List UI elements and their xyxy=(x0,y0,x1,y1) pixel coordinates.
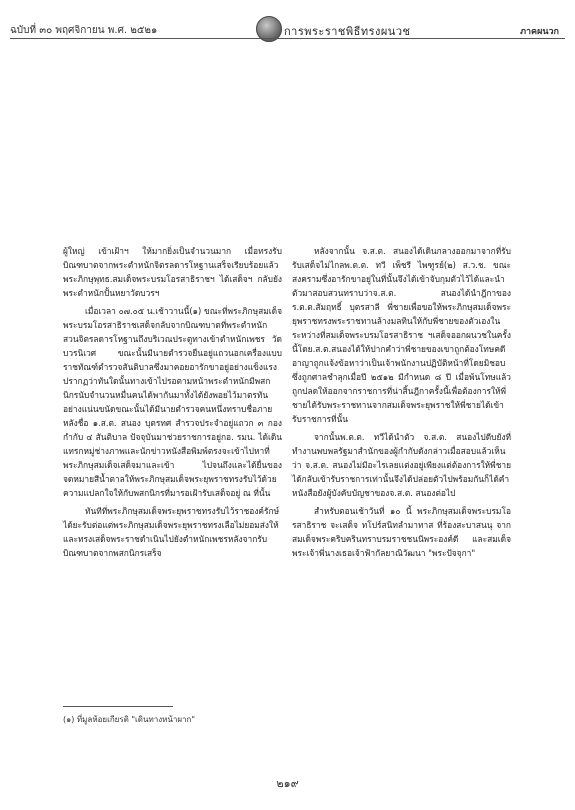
left-column xyxy=(63,244,282,564)
page-number: ๒๑๙ xyxy=(276,777,299,790)
left-paragraph-2: เมื่อเวลา ๐๗.๐๕ น.เช้าวานนี้(๑) ขณะที่พระภิกษุสมเด็จพระบรมโอรสาธิราชเสด็จกลับจากบิณฑบาตที่พระตำหนักสวนจิตรลดารโหฐานถึงบริเวณประตูทางเข้าตำหนักเพชร วัดบวรนิเวศ ขณะนั้นมีนายตำรวจยืนอยู่แถวนอกเครื่องแบบราชทัณฑ์ตำรวจสันติบาลซึ่งมาคอยอารักขาอยู่อย่างแข็งแรง ปรากฏว่าทันใดนั้นทางเข้าไปรอตามหน้าพระตำหนักมีพสกนิกรนับจำนวนหมื่นคนได้พากันมาทั้งได้ยังพอยไว้มาตรทันอย่างแน่นขนัดขณะนั้นได้มีนายตำรวจคนหนึ่งทราบชื่อภายหลังชื่อ ๑.ส.ต. สนอง บุตรทศ สำรวจประจำอยู่แถวก ๓ กองกำกับ ๔ สันติบาล ปัจจุบันมาช่วยราชการอยู่กอ. รมน. ได้เดินแทรกหมู่ช่างภาพและนักข่าวหนังสือพิมพ์ตรงจะเข้าไปหาที่พระภิกษุสมเด็จเสด็จมาและเข้า ไปจนถึงและได้ยื่นของจดหมายสีน้ำตาลให้พระภิกษุสมเด็จพระยุพราชทรงรับไว้ด้วยความแปลกใจให้กับพสกนิกรที่มารอเฝ้ารับเสด็จอยู่ ณ ที่นั้น xyxy=(63,306,282,498)
header-section-label: ภาคผนวก xyxy=(520,27,559,37)
left-paragraph-1: ผู้ใหญ่ เข้าเฝ้าฯ ให้มากยิ่งเป็นจำนวนมาก เมื่อทรงรับบิณฑบาตจากพระตำหนักจิตรลดารโหฐานเสร็จเรียบร้อยแล้ว พระภิกษุพุทธ.สมเด็จพระบรมโอรสาธิราชฯ ได้เสด็จฯ กลับยังพระตำหนักปั้นหยาวัดบวรฯ xyxy=(63,246,282,298)
right-column xyxy=(292,244,511,564)
right-paragraph-2: จากนั้นพ.ต.ต. ทวีได้นำตัว จ.ส.ต. สนองไปดีบยังที่ทำงานพบพลรัฐมาสำนักของผู้กำกับดังกล่าวเมื่อสอบแล้วเห็นว่า จ.ส.ต. สนองไม่มีอะไรเลยแต่งอยู่เพียงแต่ต้องการให้พี่ชายได้กลับเข้ารับราชการเท่านั้นจึงได้ปล่อยตัวไปพร้อมกันก็ได้คำหนังสือยังผู้บังคับบัญชาของจ.ส.ต. สนองต่อไป xyxy=(292,432,511,498)
right-paragraph-1: หลังจากนั้น จ.ส.ต. สนองได้เดินกลางออกมาจากที่รับรับเสด็จไม่ไกลพ.ต.ต. ทวี เพ็ชรี ไพฑูรย์(๒) ส.ว.ช. ขณะสงครามซึ่งอารักขาอยู่ในที่นั้นจึงได้เข้าจับกุมตัวไว้ได้และนำตัวมาสอบสวนทราบว่าจ.ส.ต. สนองได้นำฎีกาของร.ต.ต.สัมฤทธิ์ บุตรสาลี พี่ชายเพื่อขอให้พระภิกษุสมเด็จพระยุพราชทรงพระราชทานล้างมลทินให้กับพี่ชายของตัวเองในระหว่างที่สมเด็จพระบรมโอรสาธิราช ฯเสด็จออกผนวชในครั้งนี้โดย.ส.ต.สนองได้ให้ปากคำว่าพี่ชายของเขาถูกต้องโทษคดีอาญาถูกแจ้งข้อหาว่าเป็นเจ้าพนักงานปฏิบัติหน้าที่โดยมิชอบ ซึ่งถูกศาลชำลุกเมื่อปี ๒๕๑๒ มีกำหนด ๘ ปี เมื่อพ้นโทษแล้วถูกปลดให้ออกจากราชการที่น่าสิ้นฎีกาครั้งนี้เพื่อต้องการให้พี่ชายได้รับพระราชทานจากสมเด็จพระยุพราชให้พี่ชายได้เข้ารับราชการที่นั้น xyxy=(292,246,511,424)
page-header xyxy=(10,20,565,42)
footnote-divider xyxy=(63,706,173,707)
footnote: (๑) ที่มูลห้อยเกียรติ "เดินทางหน้าผาก" xyxy=(63,715,196,724)
header-divider xyxy=(10,38,565,39)
left-paragraph-3: ทันทีที่พระภิกษุสมเด็จพระยุพราชทรงรับไว้ราชองค์รักษ์ได้ยะรับต่อแต่พระภิกษุสมเด็จพระยุพราชทรงเลือไม่ยอมส่งให้ และทรงเสด็จพระราชดำเนินไปยังตำหนักเพชรหลังจากรับบิณฑบาตจากพสกนิกรเสร็จ xyxy=(63,506,280,558)
right-paragraph-3: สำหรับตอนเช้าวันที่ ๑๐ นี้ พระภิกษุสมเด็จพระบรมโอรสาธิราช จะเสด็จ ทโปร์สนิทลำมาทาส ที่ร้องสะบาสนนุ จากสมเด็จพระคริบครินทราบรมราชชนนีพระองค์ดี และสมเด็จพระเจ้าพี่นางเธอเจ้าฟ้ากัลยาณิวัฒนา "พระปัจจุกา" xyxy=(292,506,511,558)
header-issue-date: ฉบับที่ ๓๐ พฤศจิกายน พ.ศ. ๒๕๒๑ xyxy=(10,25,158,36)
header-title: การพระราชพิธีทรงผนวช xyxy=(284,25,411,38)
